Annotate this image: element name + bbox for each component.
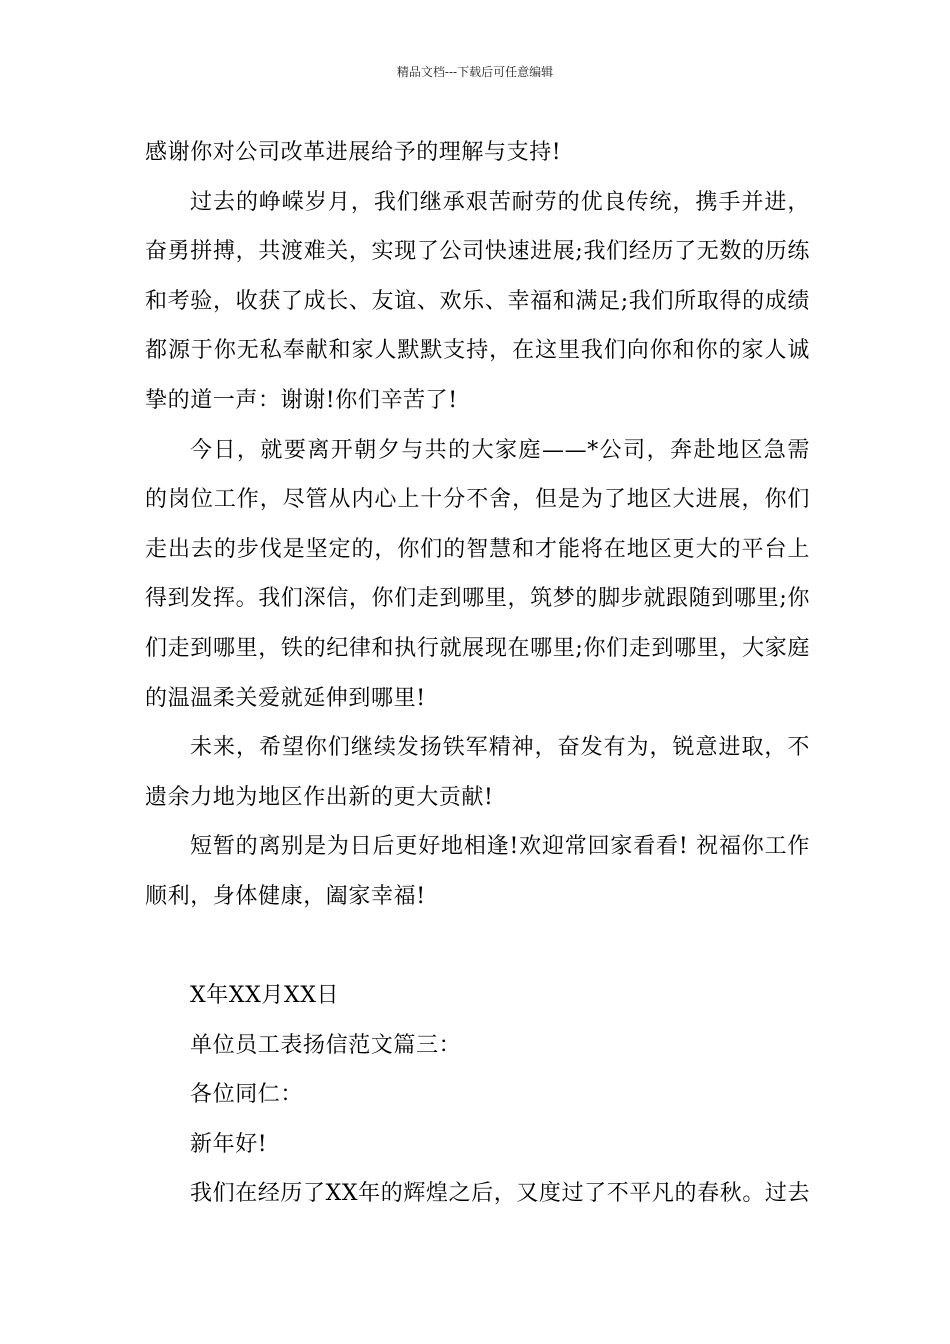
page-header: 精品文档---下载后可任意编辑	[396, 65, 554, 79]
paragraph-thanks: 感谢你对公司改革进展给予的理解与支持!	[145, 140, 562, 165]
date-line: X年XX月XX日	[190, 983, 340, 1009]
paragraph-today: 今日，就要离开朝夕与共的大家庭——*公司，奔赴地区急需的岗位工作，尽管从内心上十分不舍，但是为了地区大进展，你们走出去的步伐是坚定的，你们的智慧和才能将在地区更大的平台上得到发挥。我们深信，你们走到哪里，筑梦的脚步就跟随到哪里;你们走到哪里，铁的纪律和执行就展现在哪里;你们走到哪里，大家庭的温温柔关爱就延伸到哪里!	[145, 437, 810, 711]
paragraph-future: 未来，希望你们继续发扬铁军精神，奋发有为，锐意进取，不遗余力地为地区作出新的更大贡献!	[145, 735, 810, 810]
opening-line: 我们在经历了XX年的辉煌之后，又度过了不平凡的春秋。过去	[190, 1181, 811, 1207]
paragraph-farewell: 短暂的离别是为日后更好地相逢!欢迎常回家看看! 祝福你工作顺利，身体健康，阖家幸福!	[145, 834, 810, 909]
blank-line	[145, 922, 810, 972]
greeting: 新年好!	[190, 1131, 268, 1157]
section-title: 单位员工表扬信范文篇三：	[190, 1032, 462, 1058]
paragraph-past: 过去的峥嵘岁月，我们继承艰苦耐劳的优良传统，携手并进，奋勇拼搏，共渡难关，实现了公司快速进展;我们经历了无数的历练和考验，收获了成长、友谊、欢乐、幸福和满足;我们所取得的成绩都源于你无私奉献和家人默默支持，在这里我们向你和你的家人诚挚的道一声：谢谢!你们辛苦了!	[145, 189, 810, 413]
salutation: 各位同仁：	[190, 1082, 304, 1108]
document-body	[145, 128, 810, 1219]
